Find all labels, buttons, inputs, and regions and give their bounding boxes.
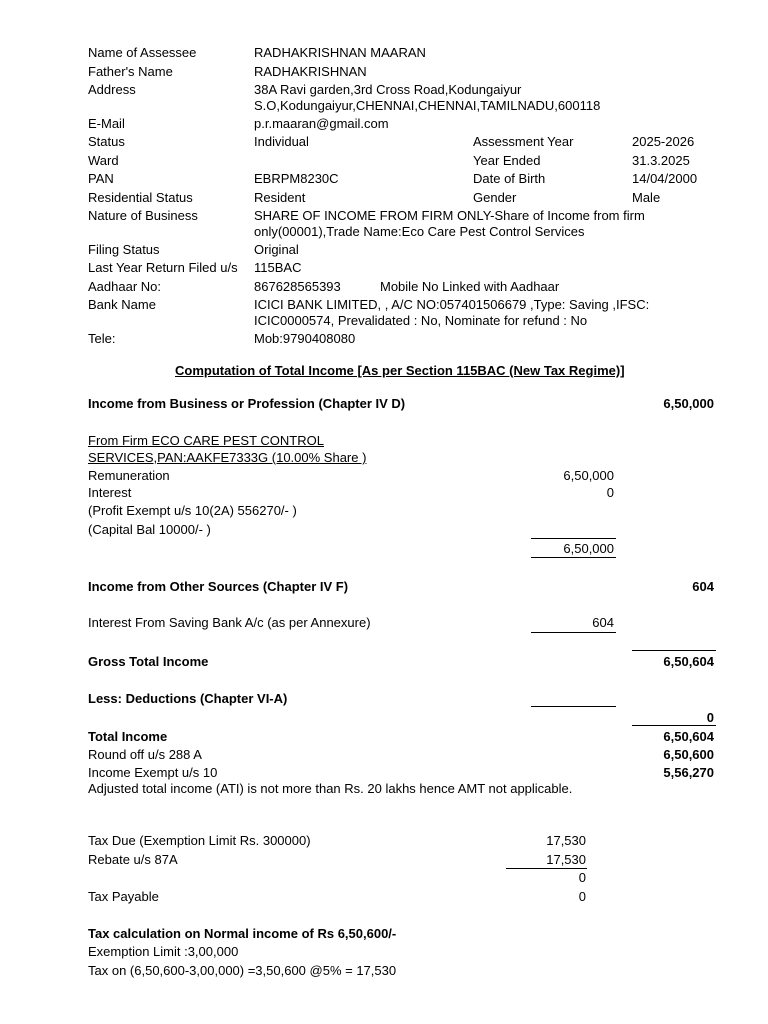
ward-label: Ward	[88, 153, 119, 168]
total-income-rule	[632, 725, 716, 726]
last-year-return-label: Last Year Return Filed u/s	[88, 260, 238, 275]
status-value: Individual	[254, 134, 309, 149]
exemption-limit: Exemption Limit :3,00,000	[88, 944, 239, 959]
filing-status-value: Original	[254, 242, 299, 257]
assessment-year-label: Assessment Year	[473, 134, 574, 149]
interest-label: Interest	[88, 485, 132, 500]
business-income-heading: Income from Business or Profession (Chapter IV D)	[88, 396, 406, 411]
computation-heading: Computation of Total Income [As per Section 115BAC (New Tax Regime)]	[175, 363, 625, 378]
address-label: Address	[88, 82, 136, 97]
gender-value: Male	[632, 190, 661, 205]
deductions-value: 0	[706, 710, 714, 725]
nature-of-business-label: Nature of Business	[88, 208, 198, 223]
remuneration-value: 6,50,000	[563, 468, 614, 483]
name-value: RADHAKRISHNAN MAARAN	[254, 45, 426, 60]
tele-label: Tele:	[88, 331, 116, 346]
gender-label: Gender	[473, 190, 517, 205]
round-off-label: Round off u/s 288 A	[88, 747, 202, 762]
gross-total-income-value: 6,50,604	[663, 654, 714, 669]
income-exempt-value: 5,56,270	[663, 765, 714, 780]
tax-payable-label: Tax Payable	[88, 889, 159, 904]
pan-value: EBRPM8230C	[254, 171, 339, 186]
subtotal-top-rule	[531, 538, 616, 539]
income-exempt-label: Income Exempt u/s 10	[88, 765, 218, 780]
saving-interest-value: 604	[592, 615, 614, 630]
net-tax-value: 0	[578, 870, 586, 885]
bank-label: Bank Name	[88, 297, 156, 312]
email-label: E-Mail	[88, 116, 125, 131]
gti-top-rule	[632, 650, 716, 651]
filing-status-label: Filing Status	[88, 242, 160, 257]
round-off-value: 6,50,600	[663, 747, 714, 762]
other-sources-total: 604	[692, 579, 714, 594]
year-ended-label: Year Ended	[473, 153, 541, 168]
nature-of-business-line-2: only(00001),Trade Name:Eco Care Pest Control Services	[254, 224, 585, 239]
tele-value: Mob:9790408080	[254, 331, 356, 346]
email-value: p.r.maaran@gmail.com	[254, 116, 389, 131]
aadhaar-value: 867628565393	[254, 279, 341, 294]
year-ended-value: 31.3.2025	[632, 153, 690, 168]
aadhaar-label: Aadhaar No:	[88, 279, 161, 294]
rebate-label: Rebate u/s 87A	[88, 852, 178, 867]
dob-value: 14/04/2000	[632, 171, 698, 186]
deductions-label: Less: Deductions (Chapter VI-A)	[88, 691, 288, 706]
profit-exempt-note: (Profit Exempt u/s 10(2A) 556270/- )	[88, 503, 297, 518]
bank-line-1: ICICI BANK LIMITED, , A/C NO:057401506679 ,Type: Saving ,IFSC:	[254, 297, 650, 312]
total-income-label: Total Income	[88, 729, 168, 744]
status-label: Status	[88, 134, 125, 149]
subtotal-bottom-rule	[531, 557, 616, 558]
mobile-linked-note: Mobile No Linked with Aadhaar	[380, 279, 560, 294]
total-income-value: 6,50,604	[663, 729, 714, 744]
interest-value: 0	[606, 485, 614, 500]
father-value: RADHAKRISHNAN	[254, 64, 367, 79]
firm-line-2: SERVICES,PAN:AAKFE7333G (10.00% Share )	[88, 450, 367, 465]
remuneration-label: Remuneration	[88, 468, 170, 483]
name-label: Name of Assessee	[88, 45, 197, 60]
father-label: Father's Name	[88, 64, 173, 79]
other-sources-heading: Income from Other Sources (Chapter IV F)	[88, 579, 349, 594]
tax-calc-heading: Tax calculation on Normal income of Rs 6,50,600/-	[88, 926, 397, 941]
pan-label: PAN	[88, 171, 114, 186]
assessment-year-value: 2025-2026	[632, 134, 695, 149]
tax-payable-value: 0	[578, 889, 586, 904]
deductions-rule	[531, 706, 616, 707]
gross-total-income-label: Gross Total Income	[88, 654, 209, 669]
firm-line-1: From Firm ECO CARE PEST CONTROL	[88, 433, 324, 448]
capital-balance-note: (Capital Bal 10000/- )	[88, 522, 211, 537]
tax-due-label: Tax Due (Exemption Limit Rs. 300000)	[88, 833, 311, 848]
tax-calc-line: Tax on (6,50,600-3,00,000) =3,50,600 @5% = 17,530	[88, 963, 397, 978]
address-line-1: 38A Ravi garden,3rd Cross Road,Kodungaiyur	[254, 82, 522, 97]
bank-line-2: ICIC0000574, Prevalidated : No, Nominate for refund : No	[254, 313, 588, 328]
saving-rule	[531, 632, 616, 633]
business-income-total: 6,50,000	[663, 396, 714, 411]
business-subtotal: 6,50,000	[563, 541, 614, 556]
ati-note: Adjusted total income (ATI) is not more than Rs. 20 lakhs hence AMT not applicable.	[88, 781, 573, 796]
rebate-value: 17,530	[546, 852, 586, 867]
residential-status-value: Resident	[254, 190, 306, 205]
last-year-return-value: 115BAC	[254, 260, 302, 275]
saving-interest-label: Interest From Saving Bank A/c (as per Annexure)	[88, 615, 371, 630]
nature-of-business-line-1: SHARE OF INCOME FROM FIRM ONLY-Share of Income from firm	[254, 208, 645, 223]
dob-label: Date of Birth	[473, 171, 546, 186]
tax-due-value: 17,530	[546, 833, 586, 848]
rebate-rule	[506, 868, 587, 869]
residential-status-label: Residential Status	[88, 190, 193, 205]
address-line-2: S.O,Kodungaiyur,CHENNAI,CHENNAI,TAMILNADU,600118	[254, 98, 601, 113]
